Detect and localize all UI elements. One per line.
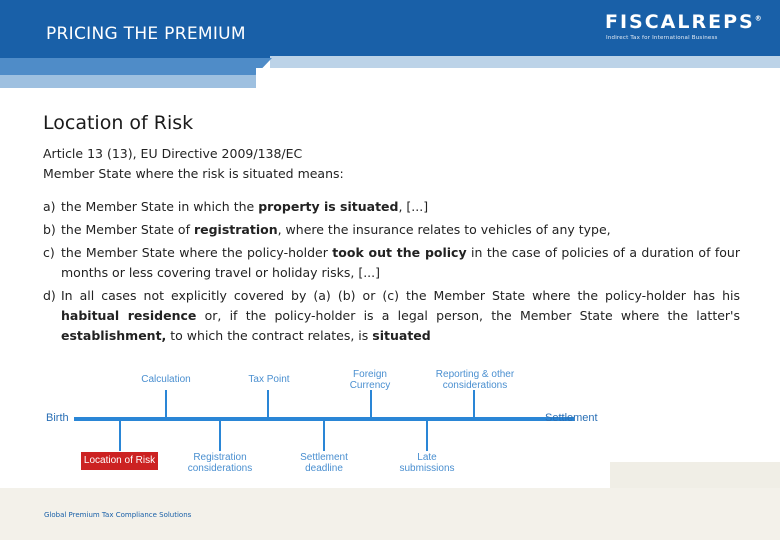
list-item: [43, 243, 740, 283]
item-text-bold: registration: [193, 222, 278, 237]
item-text-part: the Member State of: [61, 222, 194, 237]
item-text: [61, 220, 740, 240]
list-item: [43, 220, 740, 240]
item-text: [61, 197, 740, 217]
item-text: [61, 243, 740, 283]
page-title: Location of Risk: [43, 112, 194, 134]
item-text: [61, 286, 740, 346]
header-bar: [0, 0, 780, 58]
timeline-label-settlement-deadline: Settlement deadline: [300, 452, 348, 474]
timeline-tick: [426, 421, 428, 451]
timeline-tick: [473, 390, 475, 417]
timeline-tick: [119, 421, 121, 451]
timeline-tick: [267, 390, 269, 417]
subtitle-line-2: Member State where the risk is situated means:: [43, 166, 344, 181]
decor-band-mid: [0, 58, 272, 75]
decor-band-mid2: [0, 75, 258, 88]
item-text-bold: property is situated: [258, 199, 399, 214]
item-text-bold: establishment,: [61, 328, 167, 343]
timeline-end-label: Settlement: [545, 412, 598, 424]
premium-timeline: [40, 364, 620, 484]
item-text-part: to which the contract relates, is: [166, 328, 373, 343]
subtitle-line-1: Article 13 (13), EU Directive 2009/138/EC: [43, 146, 303, 161]
item-text-part: , [...]: [398, 199, 429, 214]
item-label: d): [43, 288, 56, 303]
item-text-part: the Member State where the policy-holder: [61, 245, 333, 260]
location-of-risk-highlight: Location of Risk: [81, 452, 158, 470]
item-text-bold: situated: [372, 328, 431, 343]
timeline-tick: [370, 390, 372, 417]
item-text-bold: habitual residence: [61, 308, 197, 323]
item-text-part: In all cases not explicitly covered by (a) (b) or (c) the Member State where the policy-holder has his: [61, 288, 740, 303]
logo-tagline: Indirect Tax for International Business: [606, 35, 718, 41]
logo-name: FISCALREPS: [605, 11, 755, 33]
timeline-tick: [165, 390, 167, 417]
timeline-label-registration: Registration considerations: [187, 452, 253, 474]
logo-mark: ®: [754, 14, 762, 23]
list-item: [43, 286, 740, 346]
timeline-label-tax-point: Tax Point: [248, 374, 290, 385]
decor-band-light: [270, 56, 780, 68]
item-label: b): [43, 222, 56, 237]
timeline-label-late-submissions: Late submissions: [399, 452, 455, 474]
company-logo: [605, 11, 762, 33]
item-label: a): [43, 199, 56, 214]
timeline-tick: [219, 421, 221, 451]
timeline-tick: [323, 421, 325, 451]
content-area: [43, 112, 740, 349]
item-text-part: in the case of policies of a duration of four months or less covering travel or holiday risks, [...]: [61, 245, 740, 280]
footer-text: Global Premium Tax Compliance Solutions: [44, 511, 192, 519]
page-section-title: PRICING THE PREMIUM: [46, 24, 246, 44]
definition-list: [43, 197, 740, 346]
item-label: c): [43, 245, 55, 260]
decor-band-white: [256, 68, 780, 88]
item-text-part: or, if the policy-holder is a legal person, the Member State where the latter's: [196, 308, 740, 323]
item-text-part: , where the insurance relates to vehicles of any type,: [277, 222, 611, 237]
timeline-label-reporting: Reporting & other considerations: [435, 369, 515, 391]
list-item: [43, 197, 740, 217]
item-text-bold: took out the policy: [332, 245, 467, 260]
item-text-part: the Member State in which the: [61, 199, 259, 214]
timeline-label-calculation: Calculation: [141, 374, 191, 385]
timeline-label-foreign-currency: Foreign Currency: [349, 369, 391, 391]
footer-decor: [610, 462, 780, 488]
timeline-start-label: Birth: [46, 412, 69, 424]
